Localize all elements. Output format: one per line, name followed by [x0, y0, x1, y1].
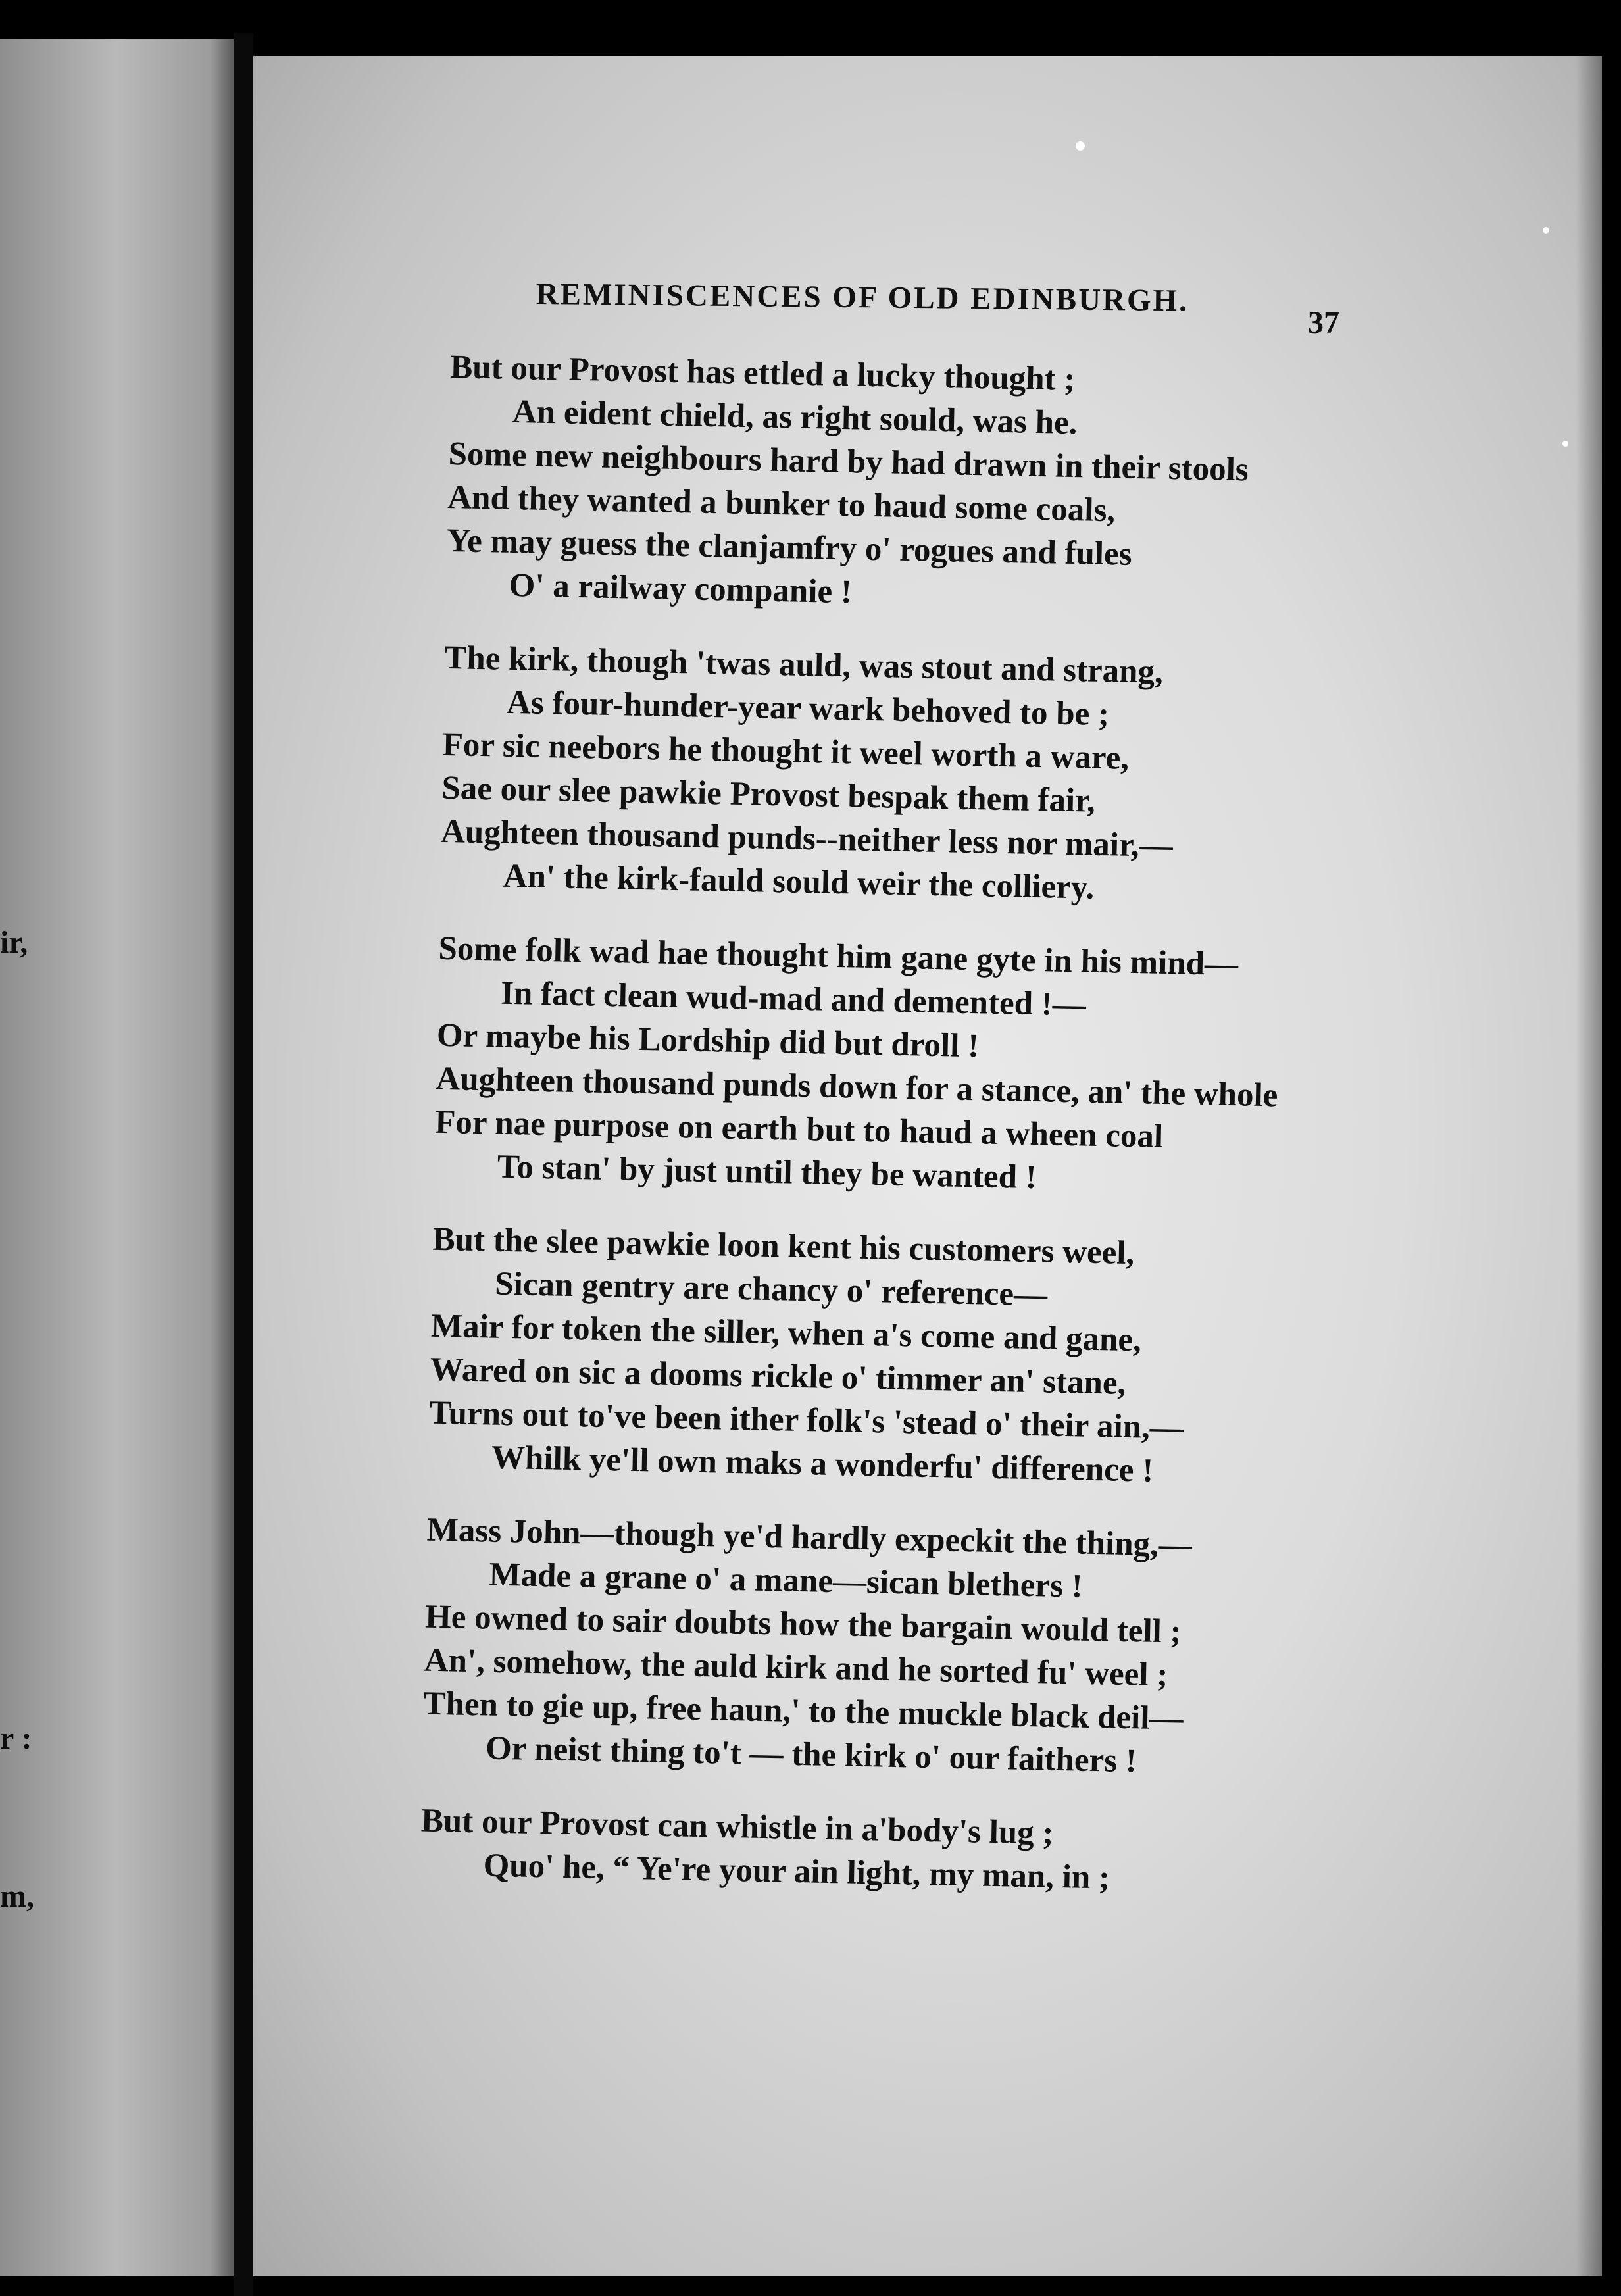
left-page-fragment: ir, [0, 925, 28, 960]
book-gutter [234, 33, 253, 2296]
poem-line: Made a grane o' a mane—sican blethers ! [488, 1556, 1084, 1605]
poem-line: But the slee pawkie loon kent his customers weel, [432, 1220, 1135, 1272]
poem-line: Some folk wad hae thought him gane gyte in his mind— [438, 930, 1239, 984]
poem-line: Wared on sic a dooms rickle o' timmer an' stane, [430, 1351, 1126, 1402]
stanza [420, 1799, 1553, 1909]
poem-line: The kirk, though 'twas auld, was stout and strang, [443, 639, 1164, 691]
poem-line: Some new neighbours hard by had drawn in their stools [448, 435, 1249, 489]
left-page-fragment: m, [0, 1879, 34, 1914]
poem-line: Sae our slee pawkie Provost bespak them fair, [441, 769, 1096, 820]
paper-speck [1076, 141, 1085, 151]
poem-line: He owned to sair doubts how the bargain would tell ; [424, 1598, 1182, 1651]
stanza [434, 927, 1570, 1210]
page-number: 37 [1308, 305, 1339, 340]
poem-line: Or neist thing to't — the kirk o' our faithers ! [485, 1730, 1137, 1780]
poem-line: Then to gie up, free haun,' to the muckle black deil— [422, 1685, 1184, 1737]
stanza [428, 1218, 1564, 1501]
poem-line: Turns out to've been ither folk's 'stead o' their ain,— [428, 1394, 1184, 1447]
poem-line: An eident chield, as right sould, was he. [512, 393, 1078, 442]
poem-body [419, 345, 1582, 1939]
poem-line: For sic neebors he thought it weel worth a ware, [442, 726, 1130, 777]
right-page [253, 56, 1602, 2276]
stanza [445, 345, 1582, 628]
poem-line: As four-hunder-year wark behoved to be ; [506, 684, 1110, 734]
poem-line: And they wanted a bunker to haud some coals, [447, 478, 1116, 530]
poem-line: Ye may guess the clanjamfry o' rogues and fules [446, 522, 1133, 573]
poem-line: An' the kirk-fauld sould weir the colliery. [503, 857, 1095, 907]
left-facing-page [0, 39, 234, 2276]
poem-line: Whilk ye'll own maks a wonderfu' difference ! [491, 1439, 1154, 1489]
poem-line: Mair for token the siller, when a's come and gane, [430, 1307, 1142, 1359]
poem-line: Aughteen thousand punds down for a stance, an' the whole [436, 1060, 1278, 1114]
poem-line: To stan' by just until they be wanted ! [497, 1148, 1037, 1197]
poem-line: For nae purpose on earth but to haud a wheen coal [434, 1103, 1164, 1155]
stanza [422, 1509, 1559, 1791]
poem-line: Mass John—though ye'd hardly expeckit the thing,— [426, 1511, 1193, 1564]
poem-line: O' a railway companie ! [509, 566, 853, 611]
poem-line: But our Provost can whistle in a'body's lug ; [420, 1802, 1054, 1852]
poem-line: An', somehow, the auld kirk and he sorted fu' weel ; [424, 1641, 1168, 1694]
stanza [439, 636, 1576, 919]
poem-line: Sican gentry are chancy o' reference— [494, 1265, 1048, 1314]
poem-line: Quo' he, “ Ye're your ain light, my man, in ; [483, 1847, 1110, 1897]
poem-line: But our Provost has ettled a lucky thought ; [449, 348, 1076, 399]
running-head: REMINISCENCES OF OLD EDINBURGH. [536, 276, 1189, 318]
paper-speck [1543, 227, 1549, 234]
left-page-fragment: r : [0, 1721, 32, 1756]
poem-line: Aughteen thousand punds--neither less nor mair,— [440, 812, 1174, 865]
poem-line: In fact clean wud-mad and demented !— [500, 974, 1087, 1024]
poem-line: Or maybe his Lordship did but droll ! [436, 1016, 980, 1065]
